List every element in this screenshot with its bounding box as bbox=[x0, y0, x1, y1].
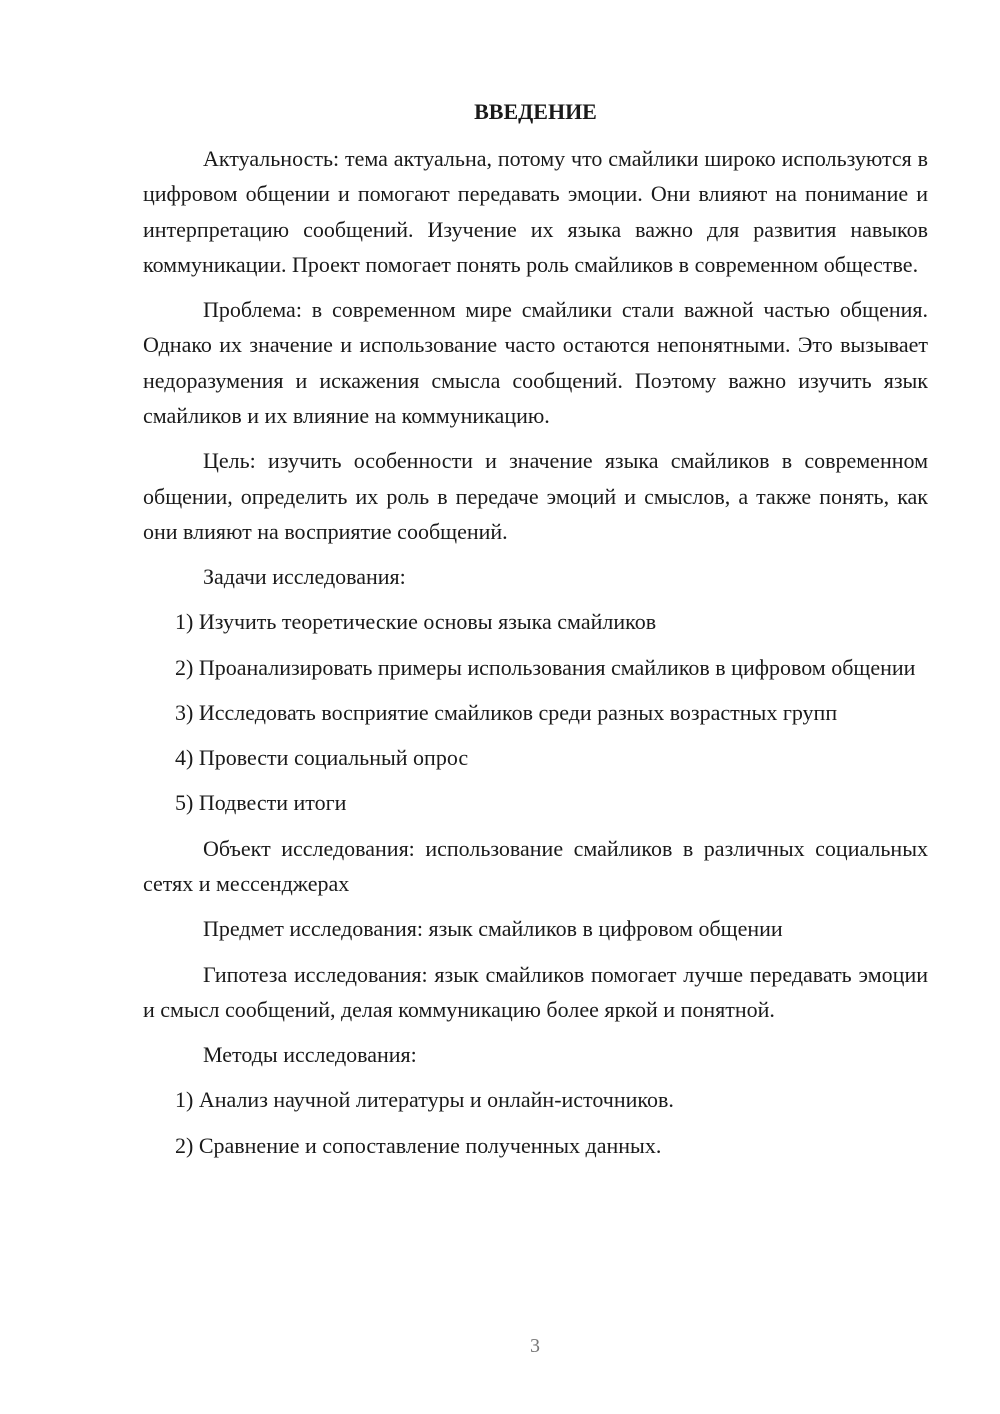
method-item-1: 1) Анализ научной литературы и онлайн-источников. bbox=[175, 1087, 674, 1113]
problem-paragraph: Проблема: в современном мире смайлики стали важной частью общения. Однако их значение и использование часто остаются непонятными. Это вызывает недоразумения и искажения смысла сообщений. Поэтому важно изучить язык смайликов и их влияние на коммуникацию. bbox=[143, 297, 928, 429]
subject-paragraph: Предмет исследования: язык смайликов в цифровом общении bbox=[203, 916, 783, 942]
goal-paragraph: Цель: изучить особенности и значение языка смайликов в современном общении, определить их роль в передаче эмоций и смыслов, а также понять, как они влияют на восприятие сообщений. bbox=[143, 448, 928, 544]
tasks-heading: Задачи исследования: bbox=[203, 564, 406, 590]
document-page bbox=[143, 92, 928, 1163]
object-paragraph: Объект исследования: использование смайликов в различных социальных сетях и мессенджерах bbox=[143, 835, 928, 897]
task-item-4: 4) Провести социальный опрос bbox=[175, 745, 469, 771]
task-item-3: 3) Исследовать восприятие смайликов среди разных возрастных групп bbox=[175, 699, 838, 725]
task-item-5: 5) Подвести итоги bbox=[175, 790, 347, 816]
hypothesis-paragraph: Гипотеза исследования: язык смайликов помогает лучше передавать эмоции и смысл сообщений, делая коммуникацию более яркой и понятной. bbox=[143, 961, 928, 1022]
page-number: 3 bbox=[530, 1335, 540, 1357]
methods-heading: Методы исследования: bbox=[203, 1042, 417, 1068]
task-item-1: 1) Изучить теоретические основы языка смайликов bbox=[175, 609, 657, 635]
page-title: ВВЕДЕНИЕ bbox=[474, 99, 597, 124]
relevance-paragraph: Актуальность: тема актуальна, потому что смайлики широко используются в цифровом общении и помогают передавать эмоции. Они влияют на понимание и интерпретацию сообщений. Изучение их языка важно для развития навыков коммуникации. Проект помогает понять роль смайликов в современном обществе. bbox=[143, 146, 928, 277]
method-item-2: 2) Сравнение и сопоставление полученных данных. bbox=[175, 1132, 662, 1158]
task-item-2: 2) Проанализировать примеры использования смайликов в цифровом общении bbox=[175, 654, 916, 680]
